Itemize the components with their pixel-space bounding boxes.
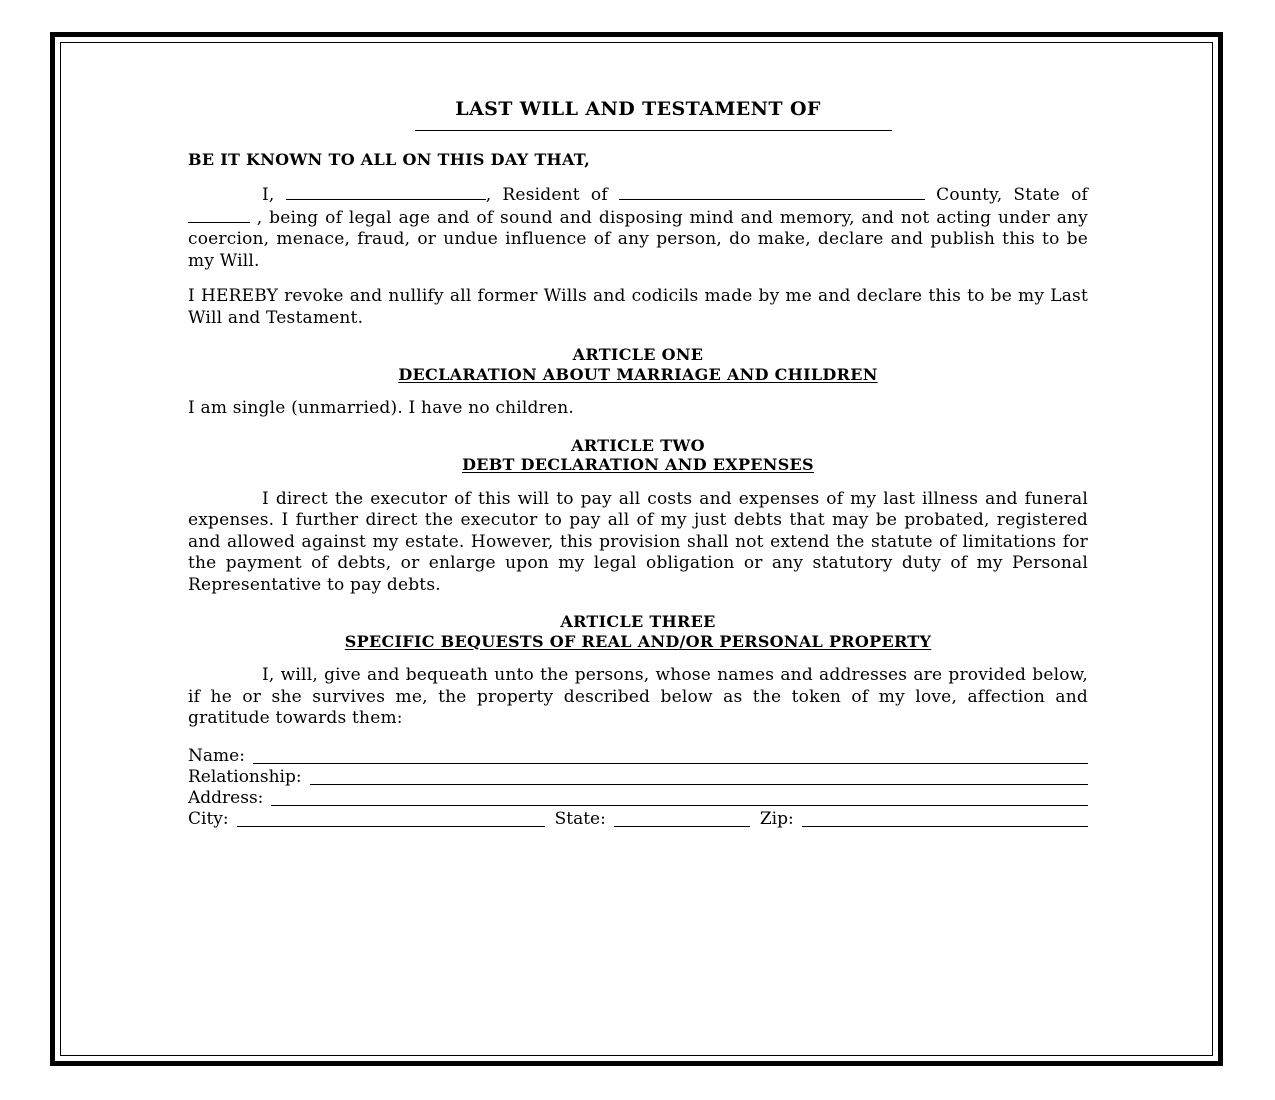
city-state-zip-row	[188, 809, 1088, 830]
article-three-number: ARTICLE THREE	[560, 612, 716, 631]
city-line[interactable]	[237, 811, 545, 827]
name-blank[interactable]	[286, 184, 486, 200]
article-two-number: ARTICLE TWO	[571, 435, 705, 455]
article-one-number: ARTICLE ONE	[572, 345, 704, 364]
article-three-heading: SPECIFIC BEQUESTS OF REAL AND/OR PERSONAL PROPERTY	[344, 631, 932, 651]
relationship-label: Relationship:	[188, 766, 302, 787]
address-row	[188, 788, 1088, 809]
article-one-text: I am single (unmarried). I have no children.	[188, 398, 574, 418]
city-label: City:	[188, 808, 229, 829]
resident-blank[interactable]	[619, 184, 925, 200]
zip-label: Zip:	[759, 808, 794, 829]
article-two-header	[188, 436, 1088, 475]
document-body	[188, 96, 1088, 830]
article-one-heading: DECLARATION ABOUT MARRIAGE AND CHILDREN	[398, 364, 878, 384]
revoke-paragraph: I HEREBY revoke and nullify all former Wills and codicils made by me and declare this to be my Last Will and Testament.	[188, 286, 1088, 328]
relationship-row	[188, 767, 1088, 788]
intro-paragraph	[188, 184, 1088, 272]
name-row	[188, 746, 1088, 767]
testator-name-blank[interactable]	[415, 130, 892, 131]
address-label: Address:	[188, 787, 264, 808]
zip-line[interactable]	[802, 811, 1088, 827]
document-title: LAST WILL AND TESTAMENT OF	[455, 98, 821, 120]
name-line[interactable]	[253, 748, 1088, 764]
article-two-text: I direct the executor of this will to pay all costs and expenses of my last illness and funeral expenses. I further direct the executor to pay all of my just debts that may be probated, registered and allowed against my estate. However, this provision shall not extend the statute of limitations for the payment of debts, or enlarge upon my legal obligation or any statutory duty of my Personal Representative to pay debts.	[188, 488, 1088, 595]
state-line[interactable]	[614, 811, 750, 827]
article-two-heading: DEBT DECLARATION AND EXPENSES	[462, 455, 814, 474]
intro-part3: County, State of	[936, 185, 1089, 205]
known-heading: BE IT KNOWN TO ALL ON THIS DAY THAT,	[188, 149, 591, 169]
intro-part1: I,	[262, 185, 275, 205]
article-three-text: I, will, give and bequeath unto the persons, whose names and addresses are provided below, if he or she survives me, the property described below as the token of my love, affection and gratitude towards them:	[188, 665, 1088, 728]
relationship-line[interactable]	[310, 769, 1088, 785]
state-label: State:	[554, 808, 606, 829]
intro-part4: , being of legal age and of sound and disposing mind and memory, and not acting under any coercion, menace, fraud, or undue influence of any person, do make, declare and publish this to be my Will.	[188, 207, 1088, 271]
article-one-header	[188, 345, 1088, 384]
article-three-header	[188, 612, 1088, 651]
intro-part2: , Resident of	[485, 185, 608, 205]
name-label: Name:	[188, 745, 245, 766]
beneficiary-fields	[188, 746, 1088, 830]
state-blank[interactable]	[188, 207, 250, 223]
address-line[interactable]	[271, 790, 1088, 806]
